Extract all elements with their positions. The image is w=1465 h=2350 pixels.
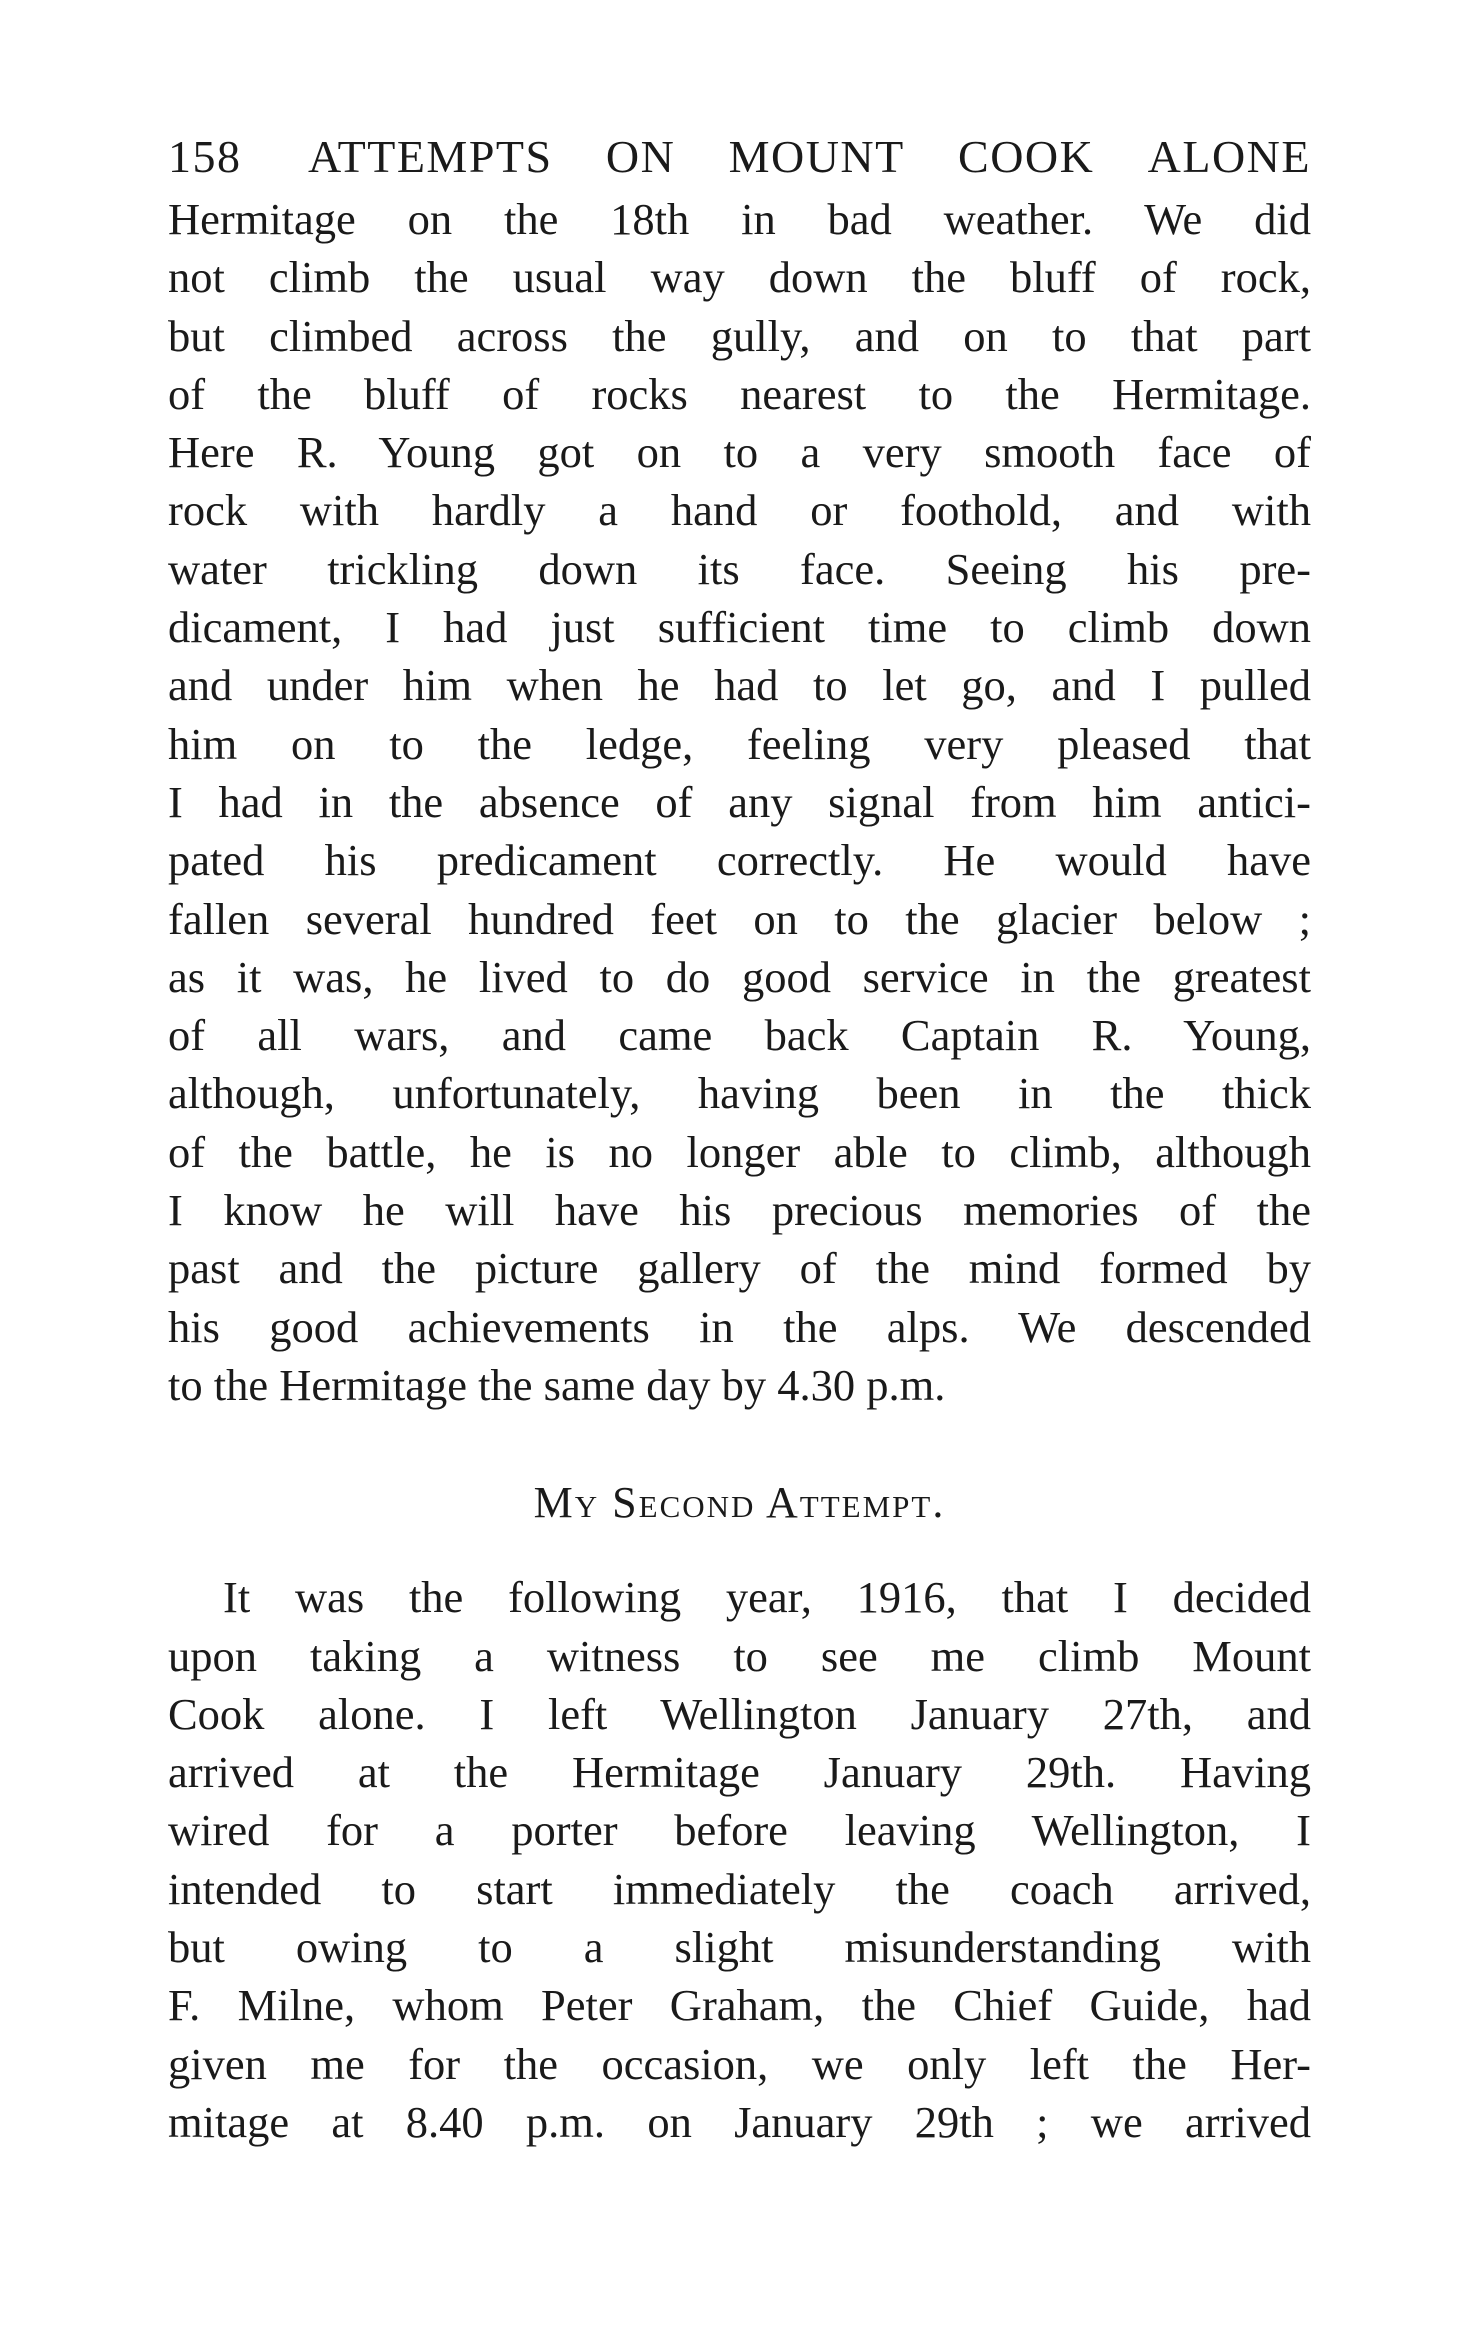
text-line: although, unfortunately, having been in the thick (168, 1068, 1311, 1119)
running-title (308, 130, 1311, 183)
section-heading: My Second Attempt. (533, 1478, 946, 1528)
text-line: but owing to a slight misunderstanding with (168, 1922, 1311, 1973)
text-line: pated his predicament correctly. He would have (168, 835, 1311, 886)
text-line: and under him when he had to let go, and I pulled (168, 660, 1311, 711)
page-number: 158 (168, 131, 242, 182)
text-line: of the bluff of rocks nearest to the Hermitage. (168, 368, 1311, 419)
text-line: fallen several hundred feet on to the glacier below ; (168, 893, 1311, 944)
text-line: arrived at the Hermitage January 29th. Having (168, 1747, 1311, 1798)
paragraph (168, 1568, 1311, 2151)
text-line: water trickling down its face. Seeing his pre- (168, 543, 1311, 594)
running-title-word: ON (605, 131, 676, 182)
text-line: upon taking a witness to see me climb Mount (168, 1630, 1311, 1681)
running-title-word: ALONE (1147, 131, 1311, 182)
running-title-word: COOK (958, 131, 1095, 182)
text-line: wired for a porter before leaving Wellington, I (168, 1805, 1311, 1856)
text-line: dicament, I had just sufficient time to climb down (168, 602, 1311, 653)
paragraph-continued (168, 190, 1311, 1414)
text-line: It was the following year, 1916, that I decided (223, 1572, 1311, 1623)
text-line: Here R. Young got on to a very smooth face of (168, 427, 1311, 478)
text-line: given me for the occasion, we only left the Her- (168, 2038, 1311, 2089)
text-line: rock with hardly a hand or foothold, and with (168, 485, 1311, 536)
text-line: as it was, he lived to do good service in the greatest (168, 951, 1311, 1002)
text-line: him on to the ledge, feeling very pleased that (168, 718, 1311, 769)
text-line: I know he will have his precious memories of the (168, 1185, 1311, 1236)
text-line: but climbed across the gully, and on to that part (168, 310, 1311, 361)
running-title-word: ATTEMPTS (308, 131, 553, 182)
text-line: his good achievements in the alps. We descended (168, 1301, 1311, 1352)
text-line: Hermitage on the 18th in bad weather. We did (168, 194, 1311, 244)
text-line: of all wars, and came back Captain R. Young, (168, 1010, 1311, 1061)
book-page (168, 130, 1311, 2151)
text-line: mitage at 8.40 p.m. on January 29th ; we arrived (168, 2096, 1311, 2147)
text-line: past and the picture gallery of the mind formed by (168, 1243, 1311, 1294)
text-line: to the Hermitage the same day by 4.30 p.m. (168, 1359, 946, 1410)
running-head (168, 130, 1311, 190)
text-line: F. Milne, whom Peter Graham, the Chief Guide, had (168, 1980, 1311, 2031)
text-line: intended to start immediately the coach arrived, (168, 1863, 1311, 1914)
text-line: not climb the usual way down the bluff of rock, (168, 252, 1311, 303)
running-title-word: MOUNT (728, 131, 905, 182)
text-line: of the battle, he is no longer able to climb, although (168, 1126, 1311, 1177)
text-line: Cook alone. I left Wellington January 27th, and (168, 1688, 1311, 1739)
text-line: I had in the absence of any signal from him antici- (168, 776, 1311, 827)
